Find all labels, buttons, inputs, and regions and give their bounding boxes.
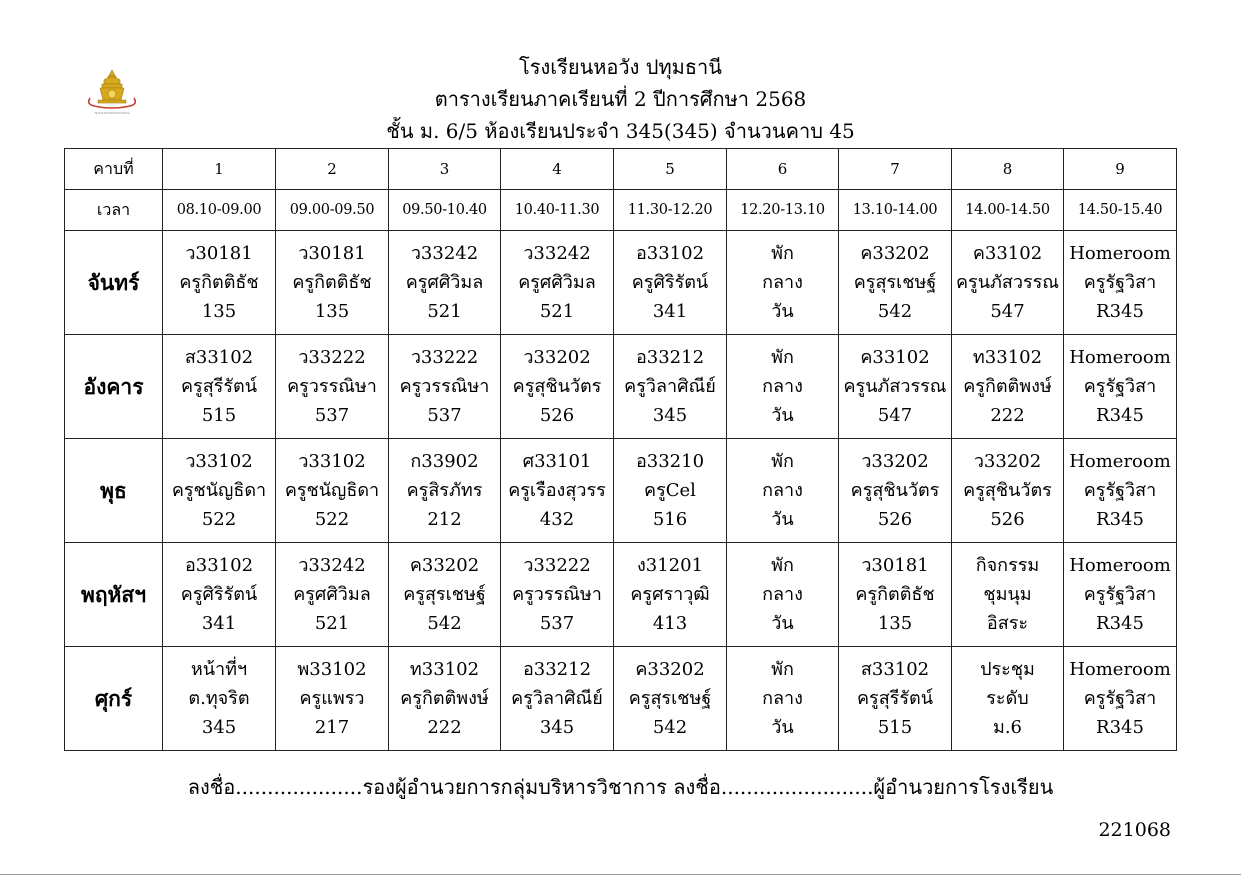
subject-code: Homeroom	[1069, 347, 1171, 368]
schedule-cell	[276, 335, 389, 439]
teacher-name: ครูวรรณิษา	[399, 376, 490, 397]
schedule-cell	[501, 543, 614, 647]
subject-code: ค33202	[409, 555, 480, 576]
schedule-cell	[839, 439, 952, 543]
schedule-cell	[163, 543, 276, 647]
subject-code: ว33222	[298, 347, 366, 368]
schedule-cell	[1064, 335, 1177, 439]
schedule-cell	[839, 231, 952, 335]
teacher-name: กลาง	[762, 480, 803, 501]
subject-code: ค33202	[635, 659, 705, 680]
teacher-name: ครูรัฐวิสา	[1083, 376, 1157, 397]
schedule-cell	[727, 543, 839, 647]
period-number: 8	[952, 149, 1064, 190]
room-number: 537	[539, 613, 575, 634]
period-header-row	[65, 149, 1177, 190]
room-number: วัน	[771, 301, 794, 322]
teacher-name: ครูสุชินวัตร	[850, 480, 940, 501]
room-number: R345	[1096, 301, 1144, 322]
schedule-cell	[1064, 231, 1177, 335]
schedule-cell	[163, 335, 276, 439]
room-number: 542	[427, 613, 462, 634]
subject-code: ค33102	[972, 243, 1043, 264]
teacher-name: ครูศราวุฒิ	[630, 584, 710, 605]
time-slot: 09.50-10.40	[389, 190, 501, 231]
room-number: วัน	[771, 509, 794, 530]
subject-code: พัก	[771, 555, 794, 576]
schedule-cell	[952, 335, 1064, 439]
room-number: 345	[652, 405, 688, 426]
room-number: วัน	[771, 717, 794, 738]
subject-code: ศ33101	[522, 451, 592, 472]
schedule-cell	[389, 335, 501, 439]
teacher-name: ครูสุรเชษฐ์	[853, 272, 937, 293]
subject-code: พัก	[771, 451, 794, 472]
time-slot: 13.10-14.00	[839, 190, 952, 231]
teacher-name: ครูชนัญธิดา	[284, 480, 380, 501]
subject-code: ว33202	[973, 451, 1042, 472]
schedule-cell	[614, 335, 727, 439]
room-number: วัน	[771, 613, 794, 634]
teacher-name: ครูศศิวิมล	[518, 272, 596, 293]
schedule-cell	[1064, 647, 1177, 751]
time-slot: 09.00-09.50	[276, 190, 389, 231]
day-row	[65, 231, 1177, 335]
period-label: คาบที่	[65, 149, 163, 190]
teacher-name: ครูกิตติธัช	[292, 272, 372, 293]
teacher-name: กลาง	[762, 688, 803, 709]
subject-code: ค33102	[860, 347, 930, 368]
teacher-name: ชุมนุม	[983, 584, 1032, 605]
teacher-name: ครูรัฐวิสา	[1083, 272, 1157, 293]
room-number: 526	[990, 509, 1025, 530]
teacher-name: ครูวิลาศิณีย์	[511, 688, 603, 709]
schedule-cell	[389, 439, 501, 543]
schedule-cell	[276, 231, 389, 335]
day-name: อังคาร	[65, 335, 163, 439]
schedule-cell	[839, 335, 952, 439]
teacher-name: ครูสิรภัทร	[406, 480, 483, 501]
schedule-cell	[389, 543, 501, 647]
subject-code: อ33102	[184, 555, 254, 576]
subject-code: ว30181	[298, 243, 366, 264]
subject-code: ก33902	[410, 451, 479, 472]
subject-code: ว33102	[298, 451, 366, 472]
room-number: 537	[314, 405, 350, 426]
period-number: 7	[839, 149, 952, 190]
teacher-name: ครูเรืองสุวรร	[508, 480, 606, 501]
room-number: วัน	[771, 405, 794, 426]
day-name: ศุกร์	[65, 647, 163, 751]
teacher-name: ครูสุชินวัตร	[512, 376, 602, 397]
teacher-name: ต.ทุจริต	[188, 688, 250, 709]
day-row	[65, 439, 1177, 543]
subject-code: Homeroom	[1069, 659, 1171, 680]
subject-code: Homeroom	[1069, 243, 1171, 264]
schedule-cell	[614, 439, 727, 543]
schedule-cell	[501, 335, 614, 439]
subject-code: ว33222	[523, 555, 591, 576]
room-number: ม.6	[992, 717, 1023, 738]
teacher-name: กลาง	[762, 272, 803, 293]
time-slot: 14.00-14.50	[952, 190, 1064, 231]
period-number: 3	[389, 149, 501, 190]
schedule-cell	[952, 231, 1064, 335]
room-number: 526	[539, 405, 575, 426]
teacher-name: ครูศิริรัตน์	[180, 584, 258, 605]
subject-code: พัก	[771, 243, 794, 264]
schedule-cell	[1064, 543, 1177, 647]
subject-code: ส33102	[184, 347, 254, 368]
room-number: R345	[1096, 613, 1144, 634]
schedule-cell	[614, 647, 727, 751]
schedule-cell	[952, 439, 1064, 543]
period-number: 4	[501, 149, 614, 190]
time-slot: 14.50-15.40	[1064, 190, 1177, 231]
subject-code: ว33222	[410, 347, 479, 368]
schedule-cell	[276, 439, 389, 543]
schedule-cell	[614, 543, 727, 647]
timetable	[64, 148, 1177, 751]
subject-code: อ33212	[635, 347, 705, 368]
room-number: R345	[1096, 717, 1144, 738]
teacher-name: ครูสุรเชษฐ์	[628, 688, 712, 709]
room-number: R345	[1096, 509, 1144, 530]
period-number: 6	[727, 149, 839, 190]
teacher-name: ครูรัฐวิสา	[1083, 584, 1157, 605]
teacher-name: ครูศศิวิมล	[405, 272, 484, 293]
room-number: 135	[877, 613, 913, 634]
subject-code: ว33102	[185, 451, 253, 472]
teacher-name: ครูCel	[644, 480, 696, 501]
document-code: 221068	[1098, 819, 1171, 841]
schedule-cell	[952, 647, 1064, 751]
subject-code: อ33212	[522, 659, 592, 680]
schedule-cell	[389, 647, 501, 751]
schedule-cell	[614, 231, 727, 335]
subject-code: ว33242	[523, 243, 591, 264]
room-number: 542	[877, 301, 913, 322]
room-number: 135	[314, 301, 350, 322]
schedule-cell	[501, 231, 614, 335]
subject-code: ว33242	[298, 555, 366, 576]
schedule-cell	[163, 439, 276, 543]
day-name: จันทร์	[65, 231, 163, 335]
teacher-name: ครูกิตติธัช	[855, 584, 935, 605]
schedule-cell	[839, 543, 952, 647]
teacher-name: ครูวรรณิษา	[512, 584, 602, 605]
teacher-name: ครูแพรว	[299, 688, 365, 709]
subject-code: อ33102	[635, 243, 705, 264]
room-number: 345	[539, 717, 575, 738]
schedule-cell	[276, 647, 389, 751]
subject-code: พ33102	[297, 659, 367, 680]
teacher-name: ครูสุรีรัตน์	[856, 688, 934, 709]
subject-code: ว30181	[861, 555, 929, 576]
schedule-cell	[727, 439, 839, 543]
room-number: 341	[652, 301, 688, 322]
subject-code: อ33210	[635, 451, 705, 472]
period-number: 9	[1064, 149, 1177, 190]
subject-code: พัก	[771, 347, 794, 368]
room-number: 222	[427, 717, 462, 738]
room-number: 526	[877, 509, 913, 530]
period-number: 5	[614, 149, 727, 190]
class-info: ชั้น ม. 6/5 ห้องเรียนประจำ 345(345) จำนวนคาบ 45	[386, 119, 855, 143]
day-row	[65, 335, 1177, 439]
teacher-name: ครูสุชินวัตร	[963, 480, 1052, 501]
room-number: 547	[990, 301, 1025, 322]
room-number: 547	[877, 405, 913, 426]
teacher-name: ครูกิตติพงษ์	[400, 688, 489, 709]
schedule-cell	[727, 231, 839, 335]
schedule-cell	[952, 543, 1064, 647]
teacher-name: กลาง	[762, 584, 803, 605]
svg-text:~~~~~~~~~~~~: ~~~~~~~~~~~~	[94, 111, 130, 117]
room-number: R345	[1096, 405, 1144, 426]
room-number: 432	[539, 509, 575, 530]
subject-code: ท33102	[972, 347, 1043, 368]
teacher-name: ครูสุรีรัตน์	[180, 376, 258, 397]
schedule-cell	[501, 439, 614, 543]
room-number: 521	[427, 301, 462, 322]
room-number: 515	[877, 717, 913, 738]
period-number: 1	[163, 149, 276, 190]
teacher-name: ครูกิตติธัช	[179, 272, 259, 293]
schedule-title: ตารางเรียนภาคเรียนที่ 2 ปีการศึกษา 2568	[434, 87, 807, 111]
room-number: 522	[314, 509, 350, 530]
teacher-name: ครูนภัสวรรณ	[955, 272, 1059, 293]
subject-code: Homeroom	[1069, 451, 1171, 472]
signature-line: ลงชื่อ....................รองผู้อำนวยการกลุ่มบริหารวิชาการ ลงชื่อ........................ผู้อำนวยการโรงเรียน	[187, 775, 1054, 799]
period-number: 2	[276, 149, 389, 190]
schedule-cell	[501, 647, 614, 751]
room-number: 217	[314, 717, 350, 738]
schedule-cell	[839, 647, 952, 751]
time-row	[65, 190, 1177, 231]
schedule-cell	[163, 231, 276, 335]
room-number: 212	[427, 509, 462, 530]
subject-code: Homeroom	[1069, 555, 1171, 576]
room-number: 537	[427, 405, 462, 426]
day-row	[65, 543, 1177, 647]
room-number: 521	[539, 301, 575, 322]
teacher-name: ครูศศิวิมล	[293, 584, 371, 605]
subject-code: ว33202	[523, 347, 591, 368]
teacher-name: ครูกิตติพงษ์	[963, 376, 1052, 397]
room-number: อิสระ	[986, 613, 1029, 634]
room-number: 522	[201, 509, 237, 530]
subject-code: ว33202	[861, 451, 929, 472]
room-number: 341	[201, 613, 237, 634]
teacher-name: ครูชนัญธิดา	[171, 480, 267, 501]
subject-code: ส33102	[860, 659, 930, 680]
subject-code: พัก	[771, 659, 794, 680]
schedule-cell	[163, 647, 276, 751]
room-number: 542	[652, 717, 688, 738]
teacher-name: ระดับ	[986, 688, 1029, 709]
time-slot: 11.30-12.20	[614, 190, 727, 231]
page-bottom-border	[0, 874, 1241, 875]
time-label: เวลา	[65, 190, 163, 231]
subject-code: ค33202	[860, 243, 930, 264]
schedule-cell	[727, 335, 839, 439]
day-row	[65, 647, 1177, 751]
room-number: 345	[201, 717, 237, 738]
room-number: 413	[652, 613, 688, 634]
room-number: 515	[201, 405, 237, 426]
room-number: 135	[201, 301, 237, 322]
subject-code: กิจกรรม	[975, 555, 1040, 576]
time-slot: 12.20-13.10	[727, 190, 839, 231]
schedule-cell	[276, 543, 389, 647]
day-name: พุธ	[65, 439, 163, 543]
room-number: 222	[990, 405, 1025, 426]
teacher-name: ครูรัฐวิสา	[1083, 688, 1157, 709]
room-number: 521	[314, 613, 350, 634]
teacher-name: ครูสุรเชษฐ์	[403, 584, 486, 605]
room-number: 516	[652, 509, 688, 530]
time-slot: 10.40-11.30	[501, 190, 614, 231]
day-name: พฤหัสฯ	[65, 543, 163, 647]
teacher-name: ครูศิริรัตน์	[631, 272, 709, 293]
school-name: โรงเรียนหอวัง ปทุมธานี	[519, 55, 722, 79]
teacher-name: ครูรัฐวิสา	[1083, 480, 1157, 501]
teacher-name: กลาง	[762, 376, 803, 397]
schedule-cell	[1064, 439, 1177, 543]
schedule-cell	[389, 231, 501, 335]
teacher-name: ครูวิลาศิณีย์	[624, 376, 716, 397]
subject-code: ประชุม	[980, 659, 1035, 680]
subject-code: ง31201	[636, 555, 704, 576]
subject-code: ว33242	[410, 243, 479, 264]
time-slot: 08.10-09.00	[163, 190, 276, 231]
schedule-cell	[727, 647, 839, 751]
subject-code: หน้าที่ฯ	[190, 659, 248, 680]
subject-code: ท33102	[409, 659, 480, 680]
teacher-name: ครูวรรณิษา	[287, 376, 377, 397]
subject-code: ว30181	[185, 243, 253, 264]
teacher-name: ครูนภัสวรรณ	[843, 376, 947, 397]
